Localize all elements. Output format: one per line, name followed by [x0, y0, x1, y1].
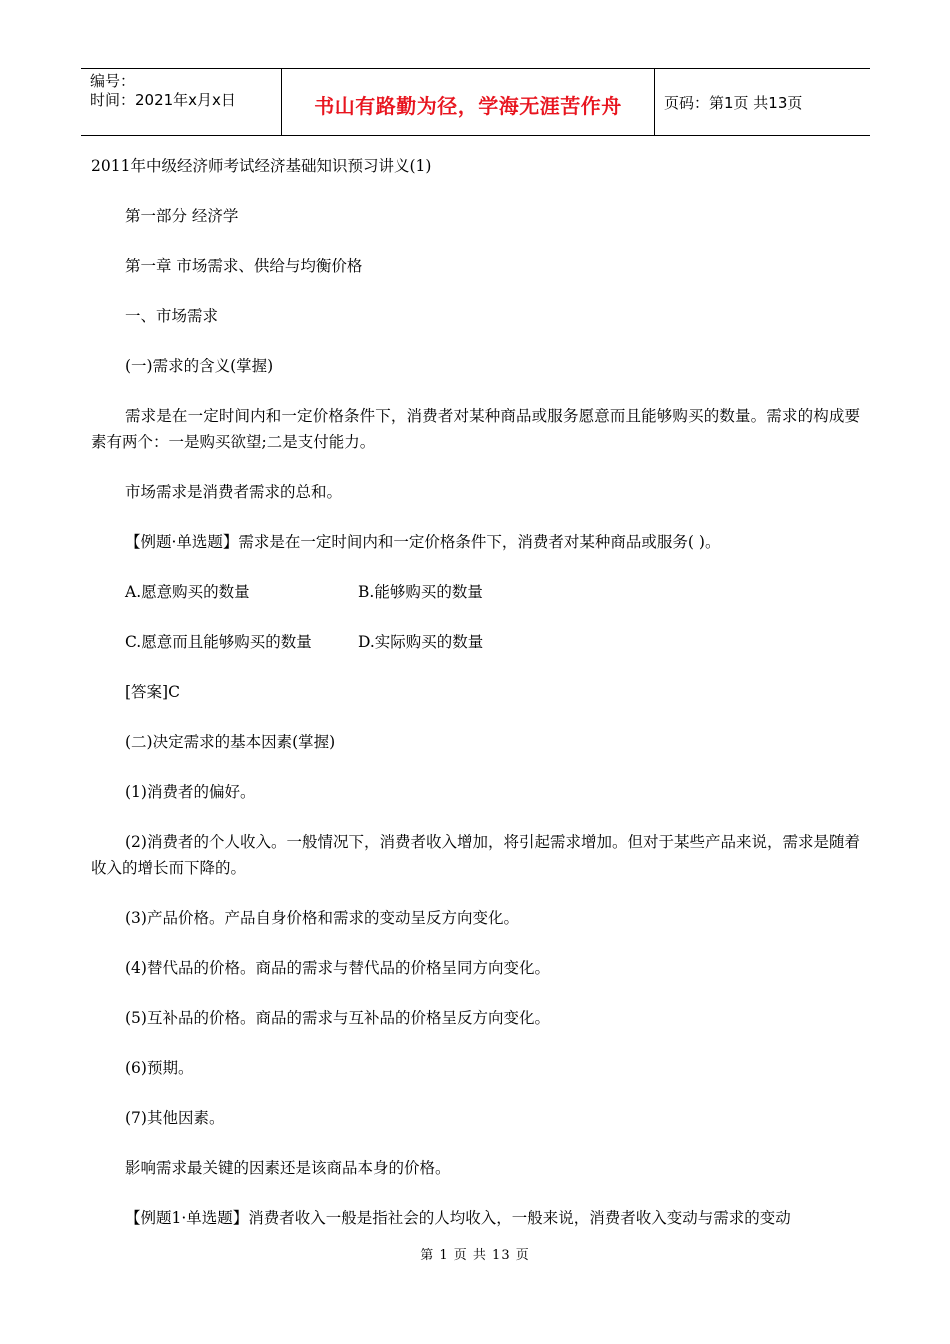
example-question: 【例题1·单选题】消费者收入一般是指社会的人均收入，一般来说，消费者收入变动与需求的变动: [125, 1209, 791, 1227]
option-a: A.愿意购买的数量: [125, 583, 250, 601]
subsection-heading: (二)决定需求的基本因素(掌握): [125, 733, 336, 751]
answer: [答案]C: [125, 683, 180, 701]
options-row: [91, 629, 860, 655]
time-label: 时间：2021年x月x日: [90, 91, 236, 109]
option-d: D.实际购买的数量: [358, 633, 484, 651]
factor-item: (2)消费者的个人收入。一般情况下，消费者收入增加，将引起需求增加。但对于某些产品来说，需求是随着收入的增长而下降的。: [91, 833, 860, 877]
document-body: [91, 153, 860, 1231]
section-heading: 一、市场需求: [125, 307, 219, 325]
option-c: C.愿意而且能够购买的数量: [125, 633, 312, 651]
doc-title: 2011年中级经济师考试经济基础知识预习讲义(1): [91, 157, 432, 175]
page-footer: 第 1 页 共 13 页: [420, 1248, 530, 1263]
factor-item: (3)产品价格。产品自身价格和需求的变动呈反方向变化。: [125, 909, 519, 927]
header-table: [81, 68, 870, 136]
factor-item: (1)消费者的偏好。: [125, 783, 256, 801]
page-info: 页码：第1页 共13页: [664, 93, 803, 112]
factor-item: (4)替代品的价格。商品的需求与替代品的价格呈同方向变化。: [125, 959, 550, 977]
header-motto-cell: [282, 69, 655, 135]
paragraph: 市场需求是消费者需求的总和。: [125, 483, 343, 501]
factor-item: (7)其他因素。: [125, 1109, 225, 1127]
motto-text: 书山有路勤为径，学海无涯苦作舟: [314, 93, 622, 118]
subsection-heading: (一)需求的含义(掌握): [125, 357, 274, 375]
factor-item: (5)互补品的价格。商品的需求与互补品的价格呈反方向变化。: [125, 1009, 550, 1027]
part-heading: 第一部分 经济学: [125, 207, 239, 225]
chapter-heading: 第一章 市场需求、供给与均衡价格: [125, 257, 363, 275]
header-meta-cell: [81, 69, 282, 135]
serial-label: 编号：: [90, 72, 136, 90]
option-b: B.能够购买的数量: [358, 583, 483, 601]
paragraph: 影响需求最关键的因素还是该商品本身的价格。: [125, 1159, 451, 1177]
example-question: 【例题·单选题】需求是在一定时间内和一定价格条件下，消费者对某种商品或服务( )。: [125, 533, 721, 551]
factor-item: (6)预期。: [125, 1059, 194, 1077]
header-page-cell: [655, 69, 870, 135]
paragraph: 需求是在一定时间内和一定价格条件下，消费者对某种商品或服务愿意而且能够购买的数量。需求的构成要素有两个：一是购买欲望;二是支付能力。: [91, 407, 860, 451]
options-row: [91, 579, 860, 605]
